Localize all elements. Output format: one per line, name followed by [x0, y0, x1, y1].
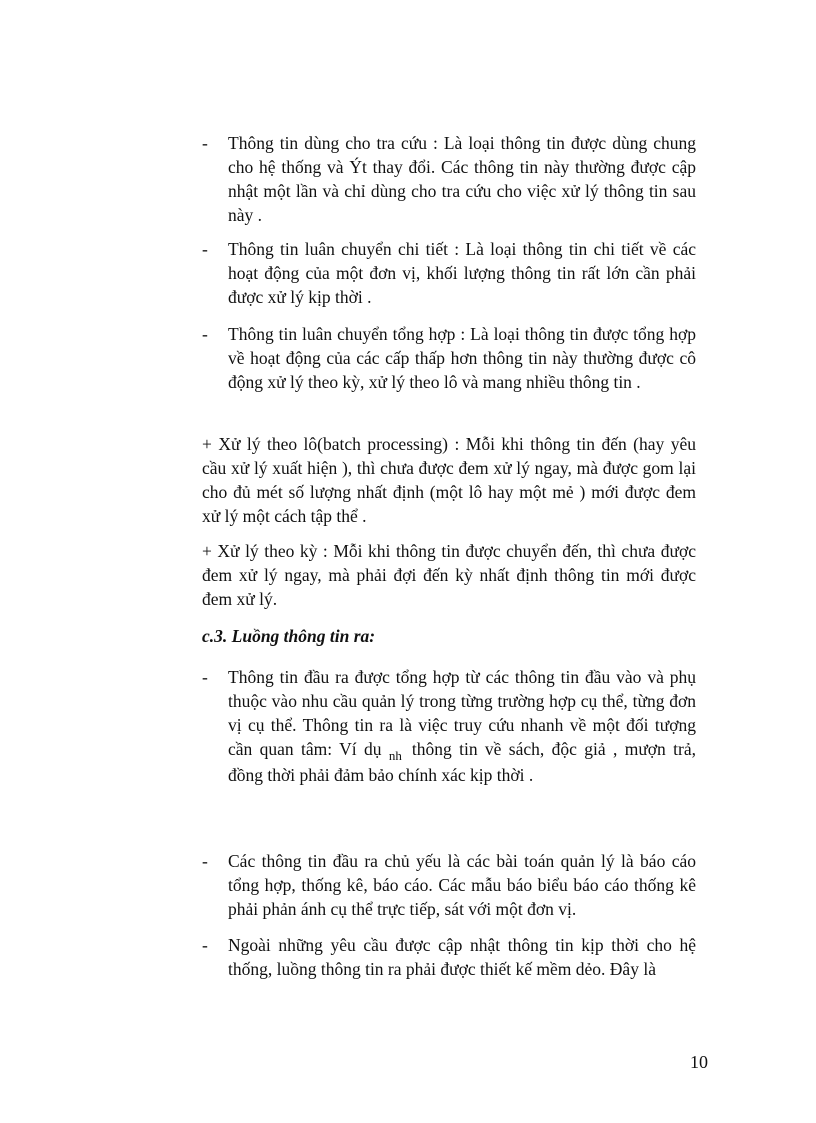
bullet-dash: -	[202, 667, 208, 687]
bullet-text: Các thông tin đầu ra chủ yếu là các bài toán quản lý là báo cáo tổng hợp, thống kê, báo cáo. Các mẫu báo biểu báo cáo thống kê phải phản ánh cụ thể trực tiếp, sát với một đơn vị.	[228, 851, 696, 919]
page-number: 10	[690, 1052, 708, 1072]
paragraph-periodic-processing: + Xử lý theo kỳ : Mỗi khi thông tin được chuyển đến, thì chưa được đem xử lý ngay, mà phải đợi đến kỳ nhất định thông tin mới được đem xử lý.	[202, 541, 696, 609]
bullet-output-reports	[202, 849, 696, 921]
bullet-dash: -	[202, 133, 208, 153]
bullet-text: Thông tin luân chuyển chi tiết : Là loại thông tin chi tiết về các hoạt động của một đơn vị, khối lượng thông tin rất lớn cần phải được xử lý kịp thời .	[228, 239, 696, 307]
bullet-text-subscript: nh	[388, 748, 402, 763]
bullet-text-after: thông tin về sách, độc giả , mượn trả, đồng thời phải đảm bảo chính xác kịp thời .	[228, 739, 696, 785]
bullet-text-before: Thông tin đầu ra được tổng hợp từ các thông tin đầu vào và phụ thuộc vào nhu cầu quản lý trong từng trường hợp cụ thể, từng đơn vị cụ thể. Thông tin ra là việc truy cứu nhanh về một đối tượng cần quan tâm: Ví dụ	[228, 667, 696, 759]
bullet-dash: -	[202, 935, 208, 955]
bullet-detailed-flow-info	[202, 237, 696, 309]
bullet-output-flexible-design	[202, 933, 696, 981]
bullet-dash: -	[202, 851, 208, 871]
bullet-text	[228, 665, 696, 787]
bullet-aggregate-flow-info	[202, 322, 696, 394]
bullet-dash: -	[202, 324, 208, 344]
bullet-text: Thông tin luân chuyển tổng hợp : Là loại thông tin được tổng hợp về hoạt động của các cấp thấp hơn thông tin này thường được cô động xử lý theo kỳ, xử lý theo lô và mang nhiều thông tin .	[228, 324, 696, 392]
section-heading: c.3. Luồng thông tin ra:	[202, 626, 376, 646]
bullet-text: Ngoài những yêu cầu được cập nhật thông tin kịp thời cho hệ thống, luồng thông tin ra phải được thiết kế mềm dẻo. Đây là	[228, 935, 696, 979]
bullet-text: Thông tin dùng cho tra cứu : Là loại thông tin được dùng chung cho hệ thống và Ýt thay đổi. Các thông tin này thường được cập nhật một lần và chỉ dùng cho tra cứu cho việc xử lý thông tin sau này .	[228, 133, 696, 225]
paragraph-batch-processing: + Xử lý theo lô(batch processing) : Mỗi khi thông tin đến (hay yêu cầu xử lý xuất hiện ), thì chưa được đem xử lý ngay, mà được gom lại cho đủ mét số lượng nhất định (một lô hay một mẻ ) mới được đem xử lý một cách tập thể .	[202, 434, 696, 526]
bullet-dash: -	[202, 239, 208, 259]
bullet-output-info	[202, 665, 696, 787]
bullet-reference-info	[202, 131, 696, 227]
